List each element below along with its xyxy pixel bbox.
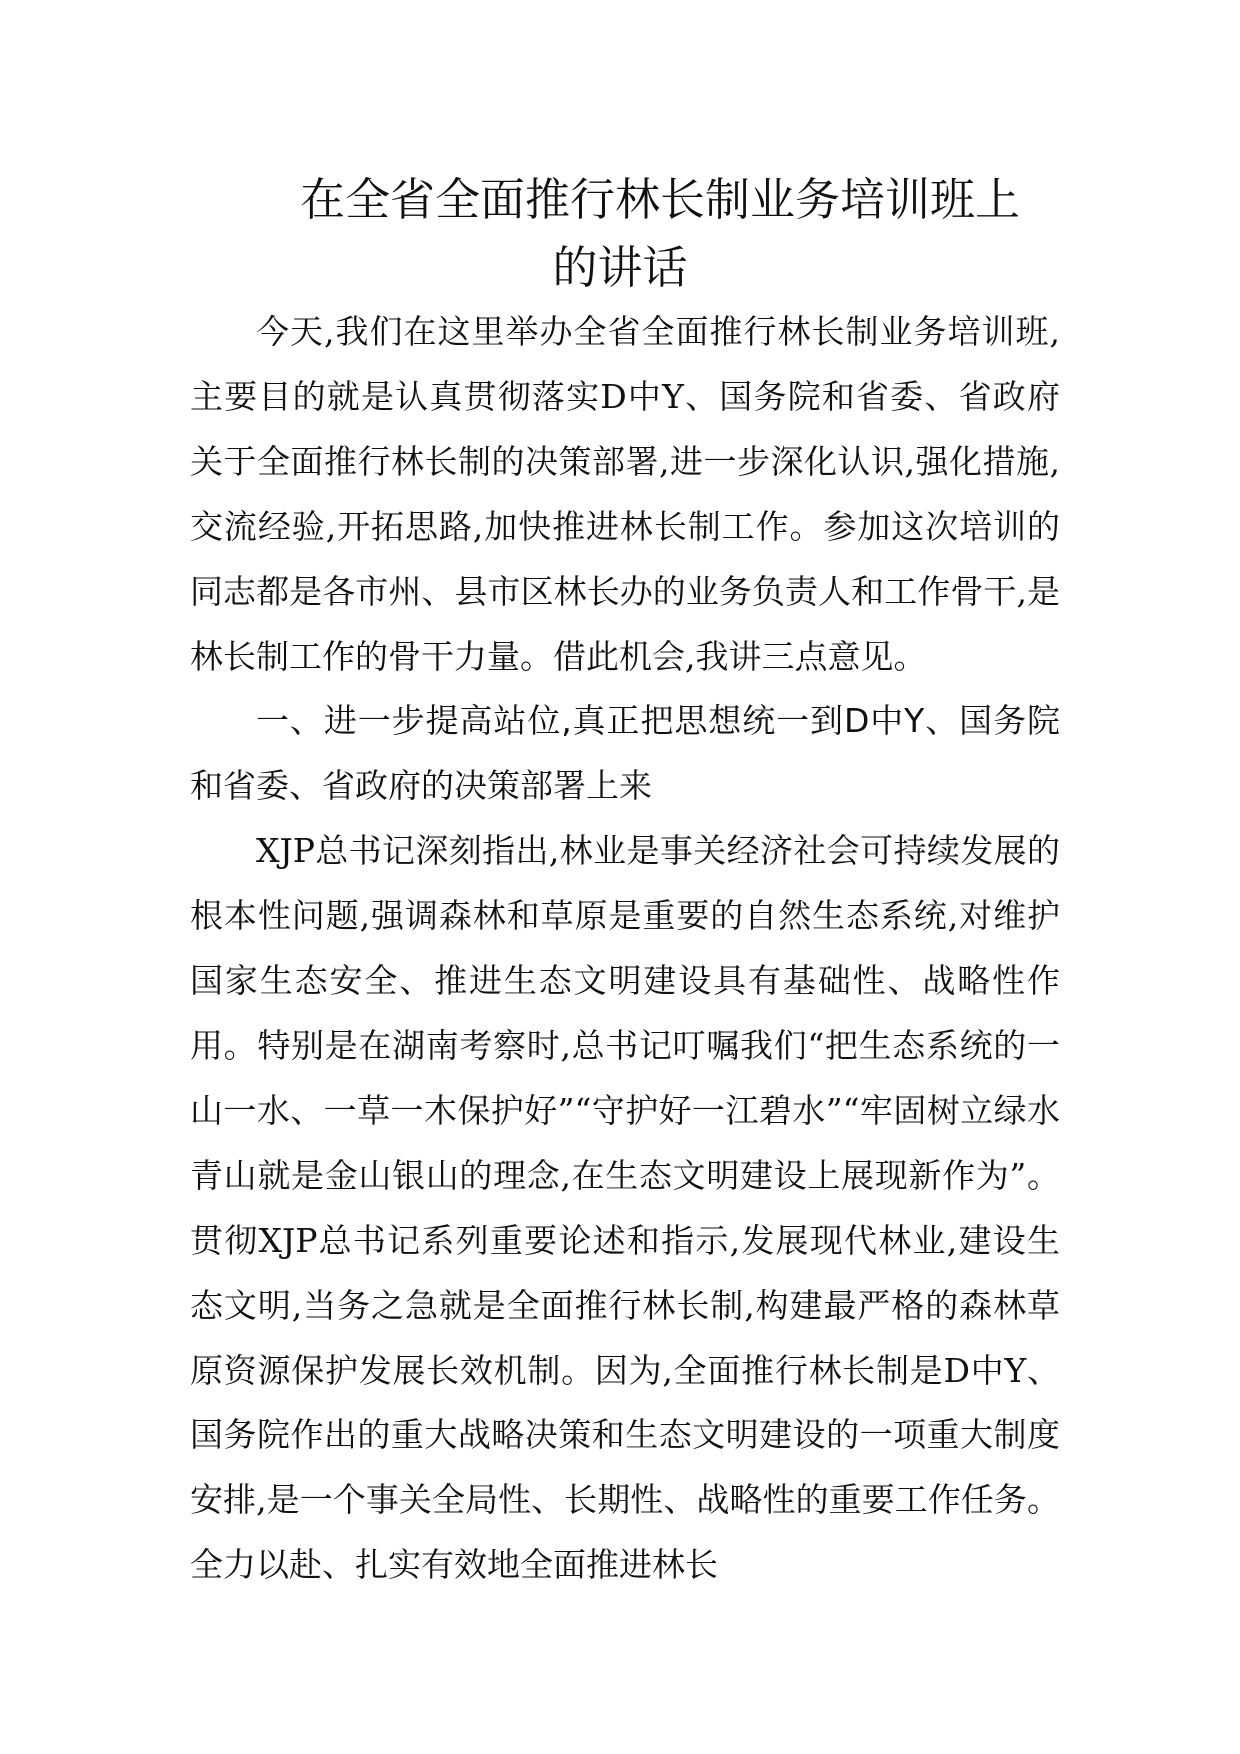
document-title-line-1: 在全省全面推行林长制业务培训班上 [300, 173, 1021, 226]
document-title-line-2: 的讲话 [552, 241, 688, 294]
document-body [190, 300, 1060, 1598]
paragraph-intro: 今天,我们在这里举办全省全面推行林长制业务培训班,主要目的就是认真贯彻落实D中Y、国务院和省委、省政府关于全面推行林长制的决策部署,进一步深化认识,强化措施,交流经验,开拓思路,加快推进林长制工作。参加这次培训的同志都是各市州、县市区林长办的业务负责人和工作骨干,是林长制工作的骨干力量。借此机会,我讲三点意见。 [190, 312, 1060, 676]
section-heading-1: 一、进一步提高站位,真正把思想统一到D中Y、国务院和省委、省政府的决策部署上来 [190, 701, 1060, 806]
paragraph-section-1: XJP总书记深刻指出,林业是事关经济社会可持续发展的根本性问题,强调森林和草原是重要的自然生态系统,对维护国家生态安全、推进生态文明建设具有基础性、战略性作用。特别是在湖南考察时,总书记叮嘱我们“把生态系统的一山一水、一草一木保护好”“守护好一江碧水”“牢固树立绿水青山就是金山银山的理念,在生态文明建设上展现新作为”。贯彻XJP总书记系列重要论述和指示,发展现代林业,建设生态文明,当务之急就是全面推行林长制,构建最严格的森林草原资源保护发展长效机制。因为,全面推行林长制是D中Y、国务院作出的重大战略决策和生态文明建设的一项重大制度安排,是一个事关全局性、长期性、战略性的重要工作任务。全力以赴、扎实有效地全面推进林长 [190, 831, 1060, 1585]
